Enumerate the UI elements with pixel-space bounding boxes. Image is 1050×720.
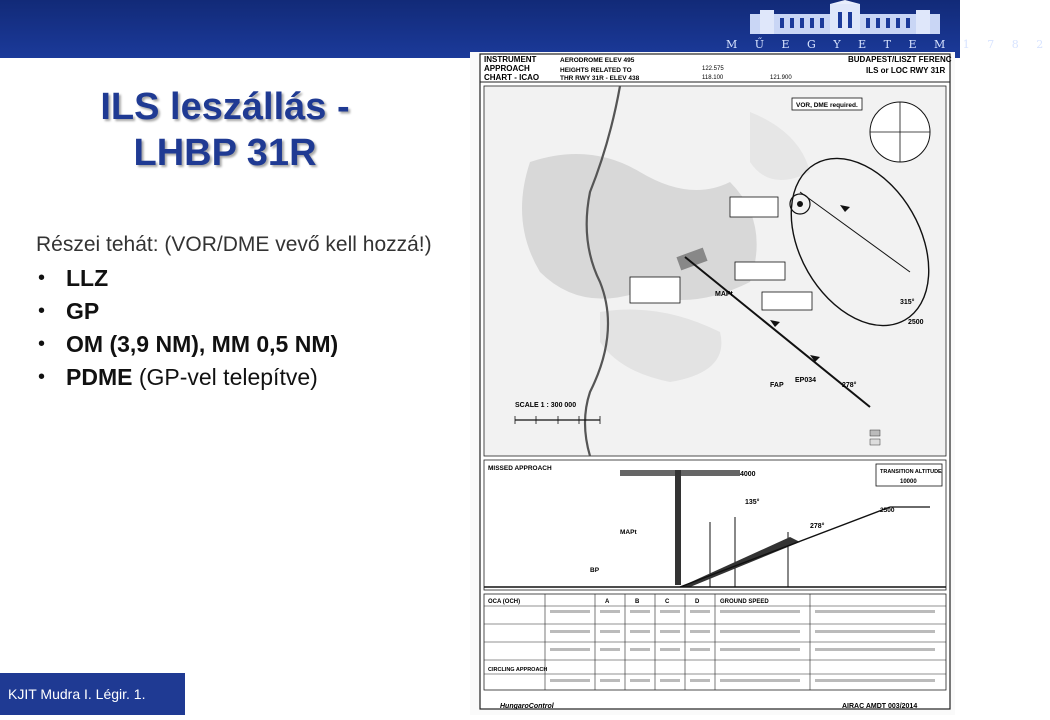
table-col-a: A xyxy=(605,599,610,605)
table-col-d: D xyxy=(695,599,700,605)
missed-approach-title: MISSED APPROACH xyxy=(488,465,552,472)
alt-2500-profile: 2500 xyxy=(880,507,895,514)
chart-freq-2: 118.100 xyxy=(702,75,724,81)
bullet-item: • PDME (GP-vel telepítve) xyxy=(36,361,456,394)
fix-mapt-profile: MAPt xyxy=(620,529,637,536)
transition-title: TRANSITION ALTITUDE xyxy=(880,469,942,475)
slide-body xyxy=(36,232,456,394)
transition-value: 10000 xyxy=(900,479,917,485)
chart-freq-1: 122.575 xyxy=(702,66,724,72)
chart-header-left-2: APPROACH xyxy=(484,64,530,73)
fix-mapt: MAPt xyxy=(715,291,733,298)
msa-diagram xyxy=(870,102,930,162)
logo-caption: M Ű E G Y E T E M 1 7 8 2 xyxy=(726,38,1050,51)
chart-header-mid-1: AERODROME ELEV 495 xyxy=(560,57,635,64)
fix-bp-profile: BP xyxy=(590,567,600,574)
vor-note: VOR, DME required. xyxy=(796,102,858,109)
approach-chart-svg xyxy=(470,52,955,715)
footer-label: KJIT Mudra I. Légir. 1. xyxy=(0,673,185,715)
chart-header-left-1: INSTRUMENT xyxy=(484,55,537,64)
bullet-list xyxy=(36,262,456,394)
chart-freq-3: 121.900 xyxy=(770,75,792,81)
slide-title xyxy=(20,84,430,176)
table-oca-label: OCA (OCH) xyxy=(488,599,521,605)
approach-chart xyxy=(470,52,955,715)
bearing-278-profile: 278° xyxy=(810,523,825,530)
chart-footer-right: AIRAC AMDT 003/2014 xyxy=(842,703,918,710)
chart-header-mid-2: HEIGHTS RELATED TO xyxy=(560,67,632,74)
fix-ep034: EP034 xyxy=(795,377,817,384)
building-icon xyxy=(730,0,960,40)
title-line-1: ILS leszállás - xyxy=(100,86,350,128)
fix-fap: FAP xyxy=(770,382,784,389)
bullet-item: • OM (3,9 NM), MM 0,5 NM) xyxy=(36,328,456,361)
intro-text: Részei tehát: (VOR/DME vevő kell hozzá!) xyxy=(36,233,432,256)
bullet-item: • LLZ xyxy=(36,262,456,295)
title-line-2: LHBP 31R xyxy=(133,132,317,174)
map-scale: SCALE 1 : 300 000 xyxy=(515,402,577,409)
chart-header-mid-3: THR RWY 31R - ELEV 438 xyxy=(560,75,640,82)
table-col-b: B xyxy=(635,599,640,605)
table-circling-label: CIRCLING APPROACH xyxy=(488,667,548,673)
bullet-item: • GP xyxy=(36,295,456,328)
header-bar xyxy=(0,0,1050,58)
chart-header-left-3: CHART - ICAO xyxy=(484,73,540,82)
minima-table xyxy=(484,594,946,690)
table-col-c: C xyxy=(665,599,670,605)
bearing-278: 278° xyxy=(842,382,857,389)
alt-2500: 2500 xyxy=(908,319,924,326)
chart-footer-left: HungaroControl xyxy=(500,703,554,710)
bearing-135: 135° xyxy=(745,499,760,506)
chart-header-right-1: BUDAPEST/LISZT FERENC xyxy=(848,55,952,64)
alt-4000: 4000 xyxy=(740,471,756,478)
bearing-315: 315° xyxy=(900,299,915,306)
table-ground-speed: GROUND SPEED xyxy=(720,599,769,605)
chart-header-right-2: ILS or LOC RWY 31R xyxy=(866,66,946,75)
